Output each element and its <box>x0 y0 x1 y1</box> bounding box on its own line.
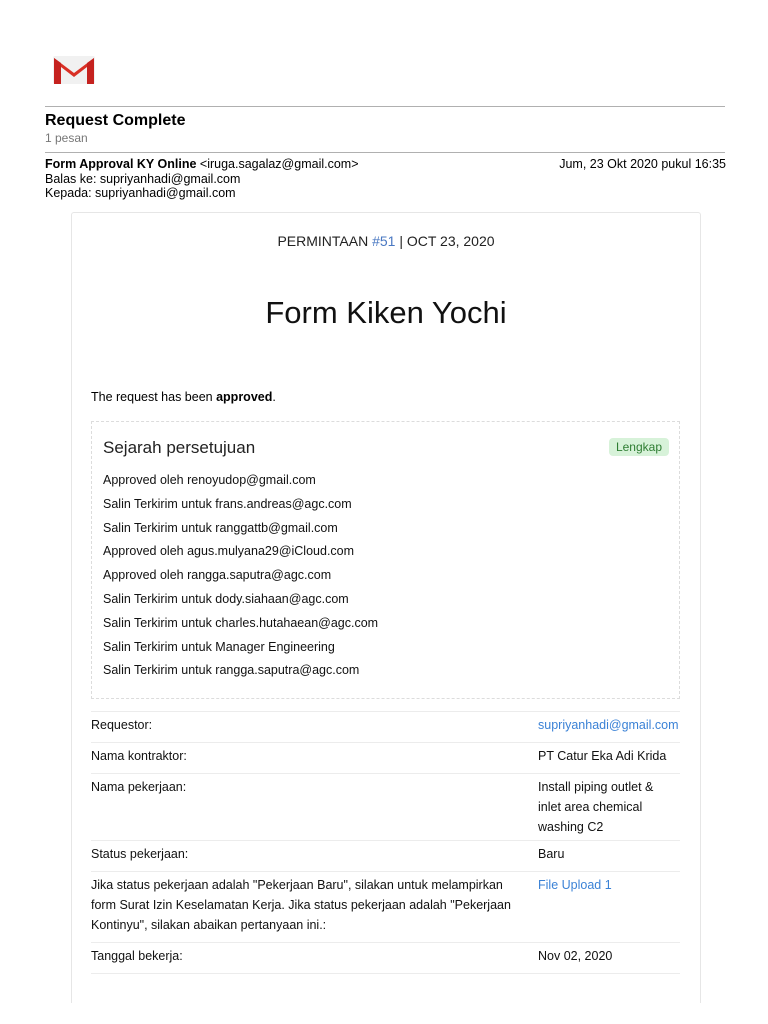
table-end-divider <box>91 973 680 974</box>
field-value: Install piping outlet & inlet area chemical washing C2 <box>538 780 654 834</box>
history-item: Approved oleh renoyudop@gmail.com <box>103 473 316 487</box>
field-table <box>91 711 680 974</box>
requestor-email-link[interactable]: supriyanhadi@gmail.com <box>538 718 679 732</box>
history-item: Salin Terkirim untuk rangga.saputra@agc.com <box>103 663 360 678</box>
sender-name[interactable]: Form Approval KY Online <box>45 157 197 171</box>
top-divider <box>45 106 725 107</box>
field-row-job-name <box>91 773 680 840</box>
history-item: Approved oleh agus.mulyana29@iCloud.com <box>103 544 355 559</box>
field-label: Nama kontraktor: <box>91 749 187 763</box>
request-prefix: PERMINTAAN <box>277 233 373 249</box>
approval-history <box>91 421 680 699</box>
field-row-attachment <box>91 871 680 942</box>
history-item: Salin Terkirim untuk ranggattb@gmail.com <box>103 520 338 535</box>
file-upload-link[interactable]: File Upload 1 <box>538 878 612 892</box>
history-item: Salin Terkirim untuk Manager Engineering <box>103 639 335 654</box>
sender-line <box>45 157 359 172</box>
sender-email: <iruga.sagalaz@gmail.com> <box>199 157 359 171</box>
request-date: | OCT 23, 2020 <box>395 233 495 249</box>
status-prefix: The request has been <box>91 390 217 404</box>
field-label: Status pekerjaan: <box>91 847 189 861</box>
reply-to: Balas ke: supriyanhadi@gmail.com <box>45 172 241 186</box>
status-word: approved <box>216 390 273 404</box>
field-label: Tanggal bekerja: <box>91 949 183 963</box>
form-title: Form Kiken Yochi <box>265 295 507 330</box>
field-label: Nama pekerjaan: <box>91 780 187 794</box>
status-badge: Lengkap <box>609 438 669 456</box>
history-list <box>103 472 378 686</box>
request-card <box>71 212 701 1003</box>
email-date: Jum, 23 Okt 2020 pukul 16:35 <box>559 157 726 171</box>
history-item: Salin Terkirim untuk frans.andreas@agc.com <box>103 496 352 511</box>
field-row-contractor <box>91 742 680 773</box>
history-item: Salin Terkirim untuk dody.siahaan@agc.com <box>103 591 349 606</box>
field-row-work-date <box>91 942 680 973</box>
field-row-job-status <box>91 840 680 871</box>
status-message <box>91 390 276 404</box>
field-value: PT Catur Eka Adi Krida <box>538 749 667 763</box>
field-value: Nov 02, 2020 <box>538 949 613 963</box>
gmail-logo-icon <box>52 53 96 85</box>
email-subject: Request Complete <box>45 112 186 129</box>
field-row-requestor <box>91 711 680 742</box>
history-item: Approved oleh rangga.saputra@agc.com <box>103 568 332 583</box>
request-number[interactable]: #51 <box>372 233 396 249</box>
recipient: Kepada: supriyanhadi@gmail.com <box>45 186 236 200</box>
request-header <box>72 233 700 249</box>
history-item: Salin Terkirim untuk charles.hutahaean@agc.com <box>103 615 379 630</box>
message-count: 1 pesan <box>45 131 88 145</box>
header-divider <box>45 152 725 153</box>
field-value: Baru <box>538 847 565 861</box>
status-suffix: . <box>272 390 276 404</box>
field-label: Jika status pekerjaan adalah "Pekerjaan Baru", silakan untuk melampirkan form Surat Izin Keselamatan Kerja. Jika status pekerjaan adalah "Pekerjaan Kontinyu", silakan abaikan pertanyaan ini.: <box>91 878 511 932</box>
history-title: Sejarah persetujuan <box>103 438 256 457</box>
field-label: Requestor: <box>91 718 153 732</box>
